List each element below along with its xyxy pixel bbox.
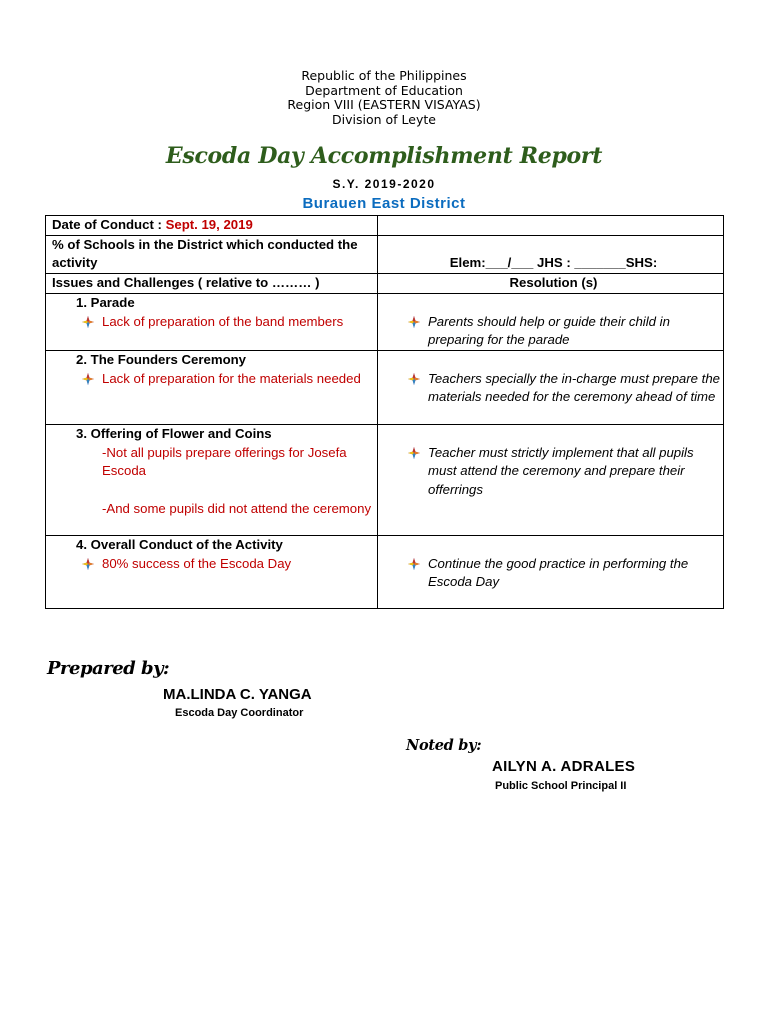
item-title: 1. Parade <box>76 294 135 310</box>
issue-text: Lack of preparation for the materials needed <box>102 370 361 386</box>
resolution-bullet <box>384 313 723 350</box>
report-table <box>45 215 724 609</box>
row-percent <box>46 235 724 273</box>
noted-by-label: Noted by: <box>406 737 482 754</box>
resolution-bullet <box>384 370 723 407</box>
four-point-star-bullet-icon <box>408 558 420 570</box>
header-republic: Republic of the Philippines <box>301 68 467 83</box>
header-department: Department of Education <box>305 83 463 98</box>
issue-text: Lack of preparation of the band members <box>102 313 344 329</box>
date-empty-cell <box>378 216 724 236</box>
issue-cell-2 <box>46 350 378 424</box>
report-title: Escoda Day Accomplishment Report <box>165 143 603 169</box>
resolution-text: Teacher must strictly implement that all pupils must attend the ceremony and prepare their offerrings <box>428 444 694 497</box>
row-date <box>46 216 724 236</box>
percent-value: Elem:___/___ JHS : _______SHS: <box>378 235 724 273</box>
resolution-header: Resolution (s) <box>378 274 724 294</box>
issues-header: Issues and Challenges ( relative to ……… ) <box>46 274 378 294</box>
four-point-star-bullet-icon <box>408 447 420 459</box>
header-region: Region VIII (EASTERN VISAYAS) <box>287 97 481 112</box>
four-point-star-bullet-icon <box>82 316 94 328</box>
resolution-bullet <box>384 555 723 592</box>
item-title: 3. Offering of Flower and Coins <box>76 425 272 441</box>
item-title: 4. Overall Conduct of the Activity <box>76 536 283 552</box>
four-point-star-bullet-icon <box>82 373 94 385</box>
issue-text: -Not all pupils prepare offerings for Josefa Escoda <box>102 444 347 479</box>
issue-bullet <box>52 555 377 574</box>
resolution-bullet <box>384 444 723 500</box>
resolution-text: Parents should help or guide their child in preparing for the parade <box>428 313 670 348</box>
four-point-star-bullet-icon <box>408 316 420 328</box>
issue-cell-3 <box>46 424 378 535</box>
row-item-2 <box>46 350 724 424</box>
prepared-by-name: MA.LINDA C. YANGA <box>163 686 312 703</box>
issue-bullet <box>52 370 377 389</box>
row-item-4 <box>46 535 724 608</box>
percent-label: % of Schools in the District which conducted the activity <box>46 235 378 273</box>
four-point-star-bullet-icon <box>82 558 94 570</box>
row-headers <box>46 274 724 294</box>
issue-cell-4 <box>46 535 378 608</box>
row-item-1 <box>46 293 724 350</box>
resolution-text: Continue the good practice in performing the Escoda Day <box>428 555 689 590</box>
issue-cell-1 <box>46 293 378 350</box>
school-year: S.Y. 2019-2020 <box>332 177 436 191</box>
resolution-cell-2 <box>378 350 724 424</box>
item-title: 2. The Founders Ceremony <box>76 351 247 367</box>
date-value: Sept. 19, 2019 <box>165 217 253 232</box>
noted-by-role: Public School Principal II <box>495 780 627 792</box>
issue-text: 80% success of the Escoda Day <box>102 555 292 571</box>
prepared-by-role: Escoda Day Coordinator <box>175 707 304 719</box>
prepared-by-label: Prepared by: <box>47 658 170 679</box>
resolution-cell-4 <box>378 535 724 608</box>
resolution-cell-3 <box>378 424 724 535</box>
resolution-text: Teachers specially the in-charge must prepare the materials needed for the ceremony ahead of time <box>428 370 720 405</box>
date-cell <box>46 216 378 236</box>
issue-bullet <box>52 313 377 332</box>
issue-text: -And some pupils did not attend the ceremony <box>102 500 372 516</box>
four-point-star-bullet-icon <box>408 373 420 385</box>
header-division: Division of Leyte <box>332 112 436 127</box>
date-label: Date of Conduct : <box>52 217 162 232</box>
district-name: Burauen East District <box>302 195 466 212</box>
row-item-3 <box>46 424 724 535</box>
resolution-cell-1 <box>378 293 724 350</box>
noted-by-name: AILYN A. ADRALES <box>492 758 636 775</box>
